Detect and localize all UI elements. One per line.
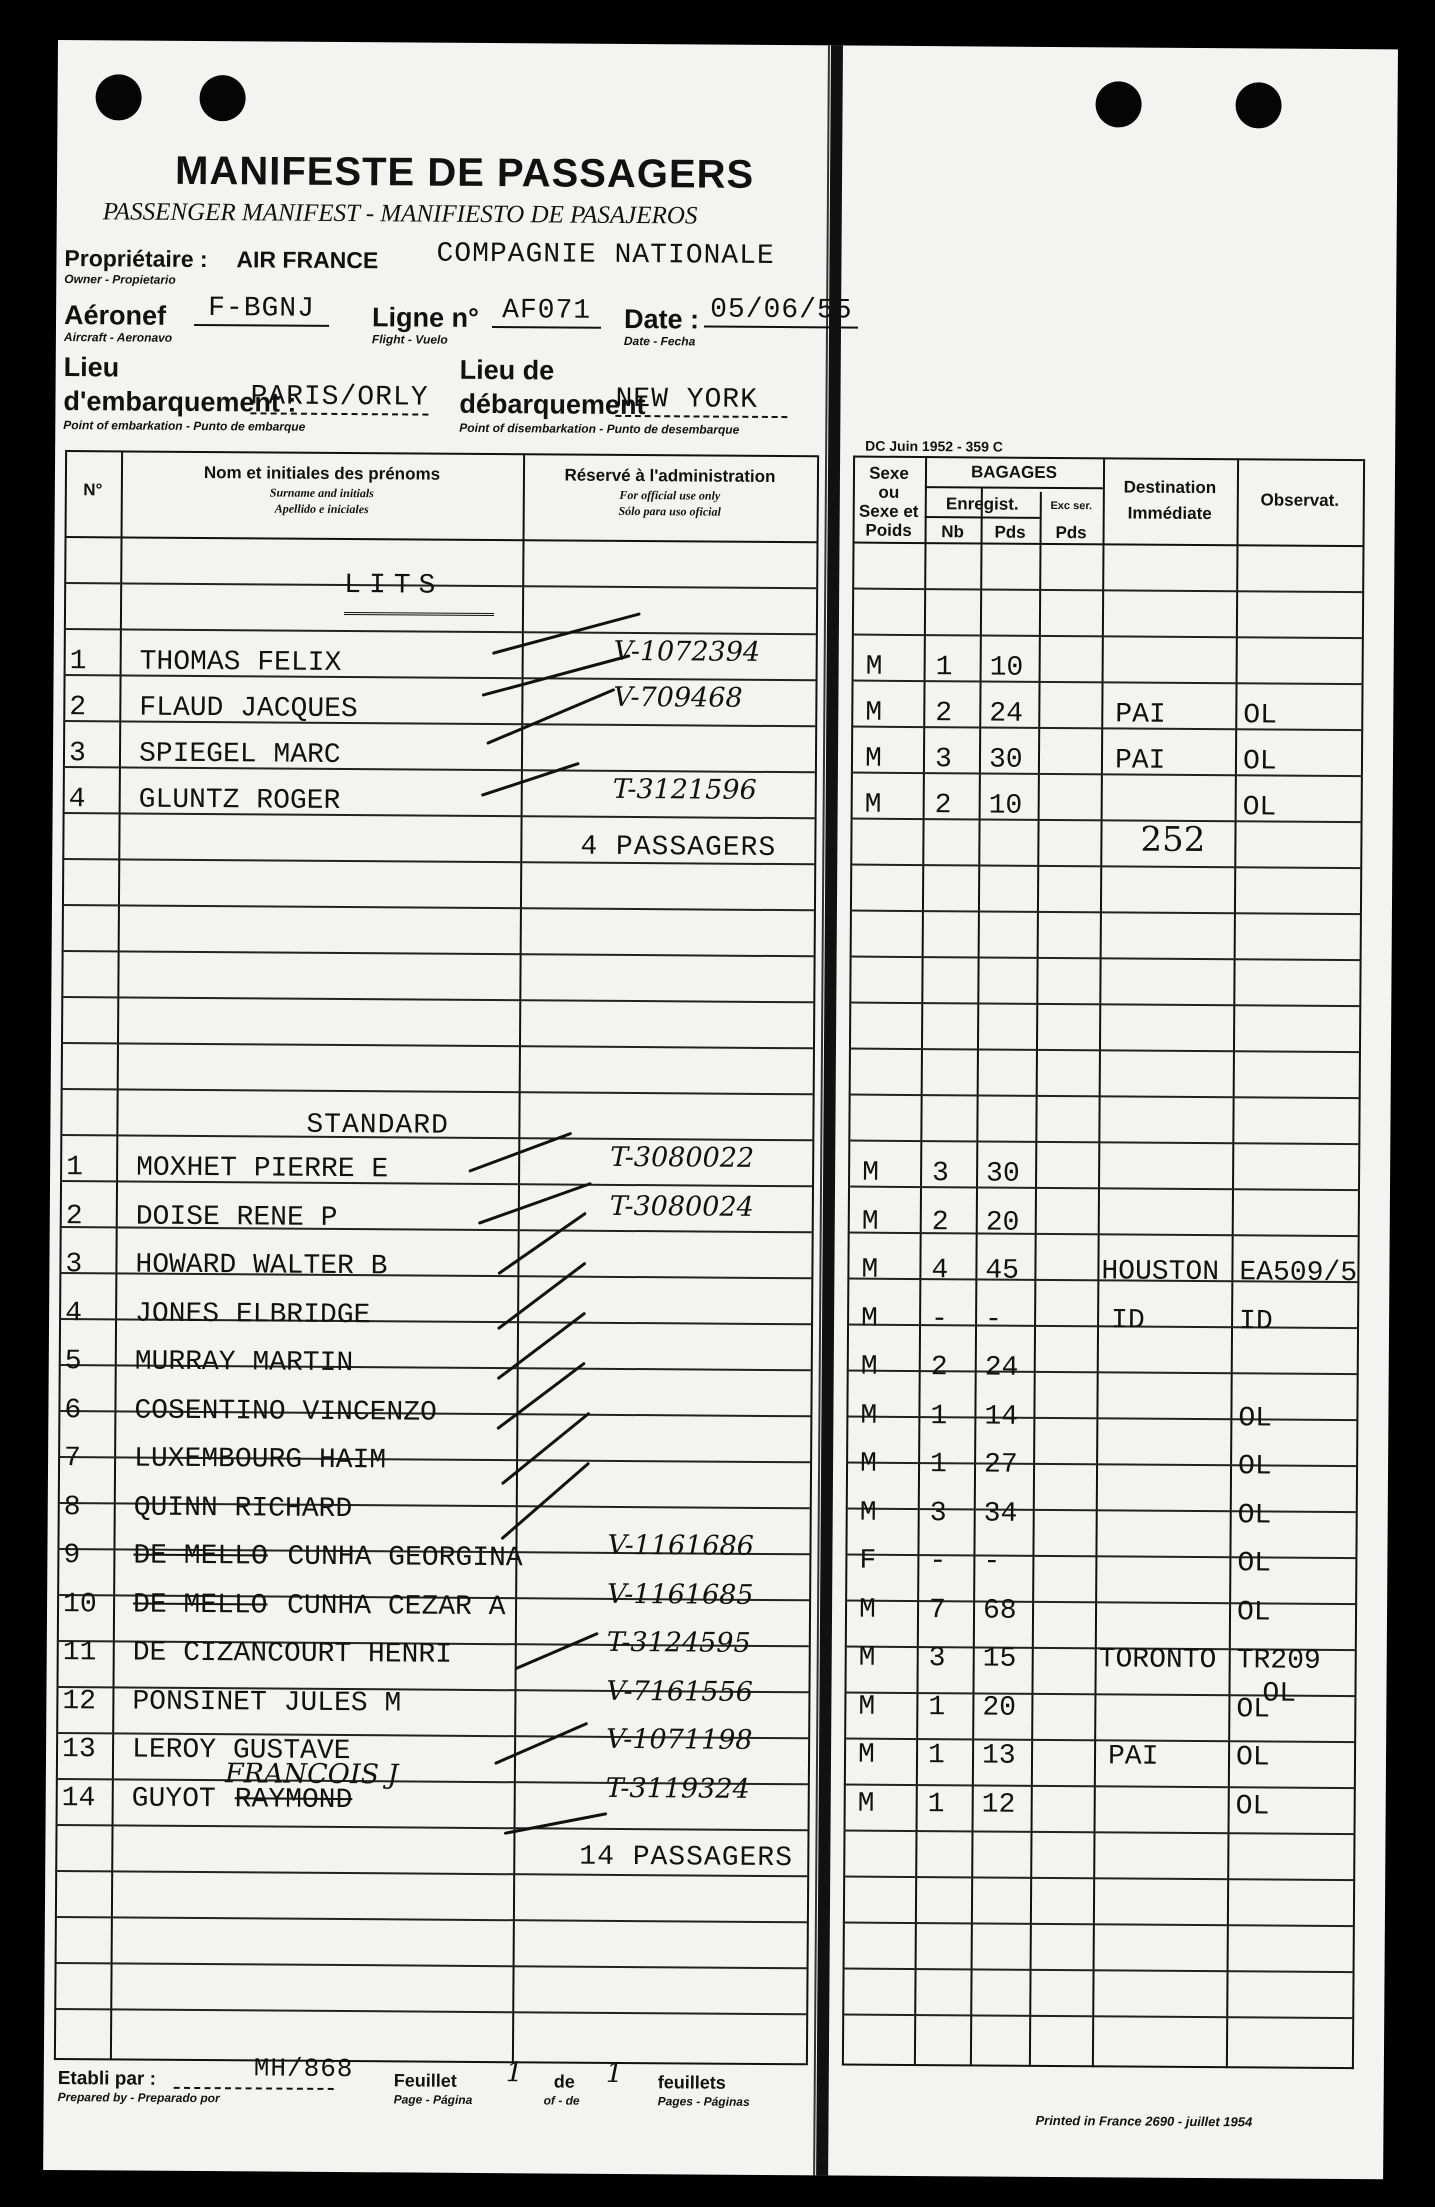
observation: OL: [1242, 746, 1277, 778]
printed-note: Printed in France 2690 - juillet 1954: [1035, 2112, 1253, 2130]
row-number: 8: [63, 1491, 81, 1523]
col-enregist: Enregist.: [945, 494, 1019, 514]
bag-weight: 34: [983, 1497, 1018, 1530]
admin-ref: T-3121596: [612, 773, 757, 806]
check-stroke: [494, 613, 639, 654]
destination: TORONTO: [1098, 1644, 1217, 1677]
col-name-sub1: Surname and initials: [269, 485, 374, 501]
destination: PAI: [1115, 699, 1166, 731]
disembark-value: NEW YORK: [615, 384, 788, 418]
col-name-header: Nom et initiales des prénoms: [203, 463, 441, 484]
bag-weight: 27: [983, 1449, 1018, 1481]
check-stroke: [517, 1633, 597, 1669]
passenger-name: CUNHA GEORGINA: [287, 1541, 523, 1575]
sex-value: F: [859, 1545, 877, 1577]
passenger-name: COSENTINO VINCENZO: [134, 1395, 437, 1429]
bag-count: 7: [928, 1594, 946, 1626]
passenger-name: DE CIZANCOURT HENRI: [132, 1637, 453, 1671]
passenger-name: FLAUD JACQUES: [139, 692, 358, 726]
passenger-name: MURRAY MARTIN: [134, 1346, 354, 1380]
of-label: de: [553, 2071, 575, 2092]
sheet-sub: Page - Página: [393, 2092, 473, 2107]
handwriting-overlay: [43, 40, 1398, 2179]
of-value: 1: [605, 2057, 624, 2089]
of-sub: of - de: [543, 2093, 580, 2108]
sex-value: M: [858, 1691, 876, 1723]
owner-label: Propriétaire :: [64, 245, 208, 273]
bag-weight: -: [984, 1304, 1003, 1336]
owner-value: AIR FRANCE: [236, 246, 379, 274]
observation: OL: [1238, 1402, 1273, 1435]
observation: OL: [1237, 1451, 1272, 1483]
col-admin-header: Réservé à l'administration: [564, 465, 776, 487]
sex-value: M: [865, 697, 883, 729]
passenger-name: GUYOT: [131, 1783, 216, 1815]
admin-ref: T-3080022: [610, 1141, 755, 1174]
disembark-label-2: débarquement: [459, 388, 646, 421]
sex-value: M: [858, 1642, 876, 1674]
aircraft-label: Aéronef: [63, 300, 167, 331]
observation: OL: [1235, 1790, 1270, 1822]
flight-label: Ligne n°: [371, 302, 479, 333]
col-destination-1: Destination: [1123, 477, 1217, 498]
owner-sub: Owner - Propietario: [64, 272, 176, 287]
row-number: 3: [65, 1249, 83, 1281]
sex-value: M: [860, 1351, 878, 1383]
lits-dest-note: 252: [1140, 819, 1206, 861]
observation: OL: [1236, 1693, 1271, 1726]
sex-value: M: [858, 1594, 876, 1626]
passenger-name: DOISE RENE P: [135, 1201, 338, 1234]
observation: ID: [1238, 1305, 1273, 1338]
check-stroke: [499, 1213, 584, 1274]
lits-heading: LITS: [344, 570, 444, 602]
col-sex-2: ou: [878, 482, 900, 502]
row-number: 6: [64, 1394, 82, 1426]
struck-name: DE MELLO: [132, 1589, 268, 1622]
bag-weight: 30: [988, 744, 1023, 776]
check-stroke: [498, 1363, 583, 1429]
check-stroke: [505, 1813, 605, 1834]
check-stroke: [483, 655, 628, 696]
row-number: 4: [65, 1297, 83, 1329]
row-number: 5: [64, 1346, 82, 1378]
bag-count: 1: [928, 1691, 946, 1723]
bag-count: 1: [935, 652, 953, 684]
admin-ref: V-1161685: [607, 1578, 754, 1611]
sex-value: M: [861, 1254, 879, 1286]
sheet-label: Feuillet: [393, 2070, 457, 2091]
col-admin-sub2: Sólo para uso oficial: [618, 503, 721, 519]
observation: OL: [1235, 1742, 1270, 1774]
admin-ref: T-3124595: [606, 1626, 751, 1659]
embark-label-2: d'embarquement :: [63, 386, 297, 418]
bag-count: 1: [929, 1449, 947, 1481]
bag-weight: -: [983, 1546, 1001, 1578]
struck-name: DE MELLO: [133, 1540, 268, 1573]
sex-value: M: [864, 743, 882, 775]
col-pds: Pds: [994, 522, 1026, 542]
col-exc: Exc ser.: [1050, 499, 1093, 513]
row-number: 11: [62, 1637, 97, 1669]
bag-count: -: [929, 1546, 947, 1578]
date-value: 05/06/55: [704, 295, 859, 329]
sex-value: M: [860, 1303, 879, 1335]
bag-count: 2: [935, 698, 953, 730]
sex-value: M: [862, 1157, 880, 1189]
col-exc-pds: Pds: [1055, 522, 1087, 543]
page-subtitle: PASSENGER MANIFEST - MANIFIESTO DE PASAJEROS: [102, 198, 698, 230]
passenger-name: LEROY GUSTAVE: [131, 1734, 351, 1768]
row-number: 12: [62, 1685, 97, 1717]
observation: TR209: [1236, 1645, 1321, 1677]
struck-name: RAYMOND: [234, 1783, 353, 1816]
bag-weight: 20: [985, 1207, 1020, 1239]
flight-sub: Flight - Vuelo: [371, 332, 448, 347]
row-number: 4: [68, 784, 86, 816]
flight-value: AF071: [492, 295, 601, 329]
observation: OL: [1237, 1548, 1272, 1580]
check-stroke: [480, 1183, 590, 1224]
bag-weight: 30: [985, 1158, 1020, 1190]
pages-sub: Pages - Páginas: [657, 2094, 750, 2109]
passenger-name: CUNHA CEZAR A: [286, 1590, 506, 1623]
sex-value: M: [865, 651, 883, 683]
col-admin-sub1: For official use only: [619, 487, 721, 503]
passenger-name: THOMAS FELIX: [139, 646, 342, 679]
bag-count: 1: [927, 1788, 945, 1820]
observation: OL: [1236, 1596, 1271, 1629]
check-stroke: [483, 763, 578, 796]
page-title: MANIFESTE DE PASSAGERS: [174, 148, 755, 197]
bag-weight: 68: [982, 1594, 1017, 1627]
col-nb: Nb: [941, 522, 964, 542]
owner-typed: COMPAGNIE NATIONALE: [436, 238, 775, 273]
row-number: 10: [62, 1588, 97, 1620]
row-number: 2: [69, 692, 87, 724]
bag-weight: 24: [984, 1352, 1019, 1384]
sex-value: M: [859, 1448, 877, 1480]
bag-weight: 13: [981, 1740, 1016, 1772]
col-sex-1: Sexe: [869, 463, 909, 483]
sex-value: M: [859, 1497, 877, 1529]
prepared-value: MH/868: [253, 2053, 354, 2085]
bag-count: 2: [934, 790, 952, 822]
check-stroke: [470, 1133, 570, 1172]
check-stroke: [499, 1313, 584, 1379]
observation: OL: [1243, 700, 1278, 732]
row-number: 14: [61, 1782, 96, 1814]
passenger-name: HOWARD WALTER B: [135, 1249, 388, 1283]
aircraft-value: F-BGNJ: [194, 293, 329, 327]
admin-ref: V-1071198: [606, 1723, 753, 1756]
bag-weight: 12: [981, 1788, 1016, 1821]
row-number: 2: [65, 1200, 83, 1232]
observation: EA509/5: [1239, 1257, 1358, 1290]
bag-count: 3: [928, 1643, 946, 1675]
destination: ID: [1110, 1304, 1145, 1337]
disembark-sub: Point of disembarkation - Punto de desembarque: [459, 420, 740, 437]
destination: PAI: [1114, 745, 1166, 777]
admin-ref: V-1161686: [607, 1529, 754, 1562]
manifest-sheet: [43, 40, 1398, 2179]
check-stroke: [499, 1263, 584, 1329]
observation: OL: [1237, 1499, 1272, 1532]
bag-count: 3: [931, 1158, 950, 1190]
col-destination-2: Immédiate: [1127, 503, 1212, 524]
pages-label: feuillets: [657, 2072, 726, 2093]
admin-ref: T-3119324: [605, 1772, 750, 1805]
check-stroke: [496, 1723, 586, 1764]
admin-ref: V-709468: [613, 681, 743, 714]
passenger-name: QUINN RICHARD: [133, 1492, 353, 1525]
col-no-header: N°: [83, 480, 103, 500]
form-code: DC Juin 1952 - 359 C: [865, 437, 1003, 455]
row-number: 7: [63, 1443, 82, 1475]
row-number: 13: [61, 1734, 96, 1766]
bag-weight: 24: [989, 698, 1024, 730]
embark-value: PARIS/ORLY: [250, 381, 429, 414]
col-sex-3: Sexe et: [858, 501, 919, 522]
passenger-name: SPIEGEL MARC: [138, 738, 341, 771]
date-label: Date :: [623, 303, 700, 335]
row-number: 3: [68, 738, 86, 770]
passenger-name: JONES ELBRIDGE: [135, 1298, 371, 1331]
bag-count: 4: [931, 1255, 949, 1287]
bag-weight: 15: [982, 1643, 1017, 1675]
destination: PAI: [1107, 1741, 1159, 1773]
date-sub: Date - Fecha: [623, 333, 696, 349]
sex-value: M: [857, 1739, 875, 1771]
sex-value: M: [861, 1206, 879, 1238]
bag-weight: 10: [989, 652, 1024, 684]
bag-weight: 20: [982, 1691, 1017, 1724]
passenger-name: LUXEMBOURG HAIM: [133, 1443, 387, 1477]
bag-count: 3: [934, 744, 952, 776]
bag-weight: 14: [984, 1401, 1019, 1433]
passenger-name: PONSINET JULES M: [132, 1686, 402, 1719]
bag-count: 1: [927, 1740, 945, 1772]
standard-heading: STANDARD: [306, 1109, 449, 1142]
col-bagages: BAGAGES: [970, 462, 1058, 482]
prepared-sub: Prepared by - Preparado por: [57, 2090, 220, 2106]
bag-count: 3: [929, 1497, 947, 1529]
admin-ref: V-1072394: [613, 635, 761, 668]
passenger-name: MOXHET PIERRE E: [136, 1152, 389, 1186]
check-stroke: [488, 689, 613, 744]
bag-count: 2: [931, 1206, 949, 1238]
row-number: 9: [63, 1540, 81, 1572]
lits-total: 4 PASSAGERS: [580, 831, 777, 865]
destination: HOUSTON: [1101, 1256, 1220, 1289]
observation-extra: OL: [1262, 1677, 1297, 1710]
sex-value: M: [860, 1400, 878, 1432]
admin-ref: T-3080024: [609, 1190, 754, 1223]
col-sex-4: Poids: [865, 520, 912, 540]
prepared-label: Etabli par :: [57, 2068, 157, 2090]
bag-count: -: [930, 1303, 949, 1335]
passenger-name: GLUNTZ ROGER: [138, 784, 341, 817]
col-name-sub2: Apellido e iniciales: [274, 501, 369, 517]
col-observ: Observat.: [1260, 490, 1340, 510]
standard-total: 14 PASSAGERS: [579, 1841, 794, 1875]
embark-label-1: Lieu: [63, 352, 120, 383]
row-number: 1: [66, 1152, 84, 1184]
bag-weight: 45: [985, 1255, 1020, 1287]
handwritten-name: FRANCOIS J: [224, 1757, 399, 1790]
bag-count: 2: [930, 1352, 948, 1384]
sheet-value: 1: [505, 2057, 524, 2089]
sex-value: M: [864, 789, 882, 821]
sex-value: M: [857, 1788, 875, 1820]
bag-weight: 10: [988, 790, 1023, 822]
observation: OL: [1242, 792, 1277, 824]
admin-ref: V-7161556: [606, 1675, 753, 1708]
embark-sub: Point of embarkation - Punto de embarque: [63, 418, 306, 434]
aircraft-sub: Aircraft - Aeronavo: [63, 330, 173, 345]
disembark-label-1: Lieu de: [459, 354, 555, 386]
row-number: 1: [69, 646, 87, 678]
bag-count: 1: [930, 1400, 948, 1432]
